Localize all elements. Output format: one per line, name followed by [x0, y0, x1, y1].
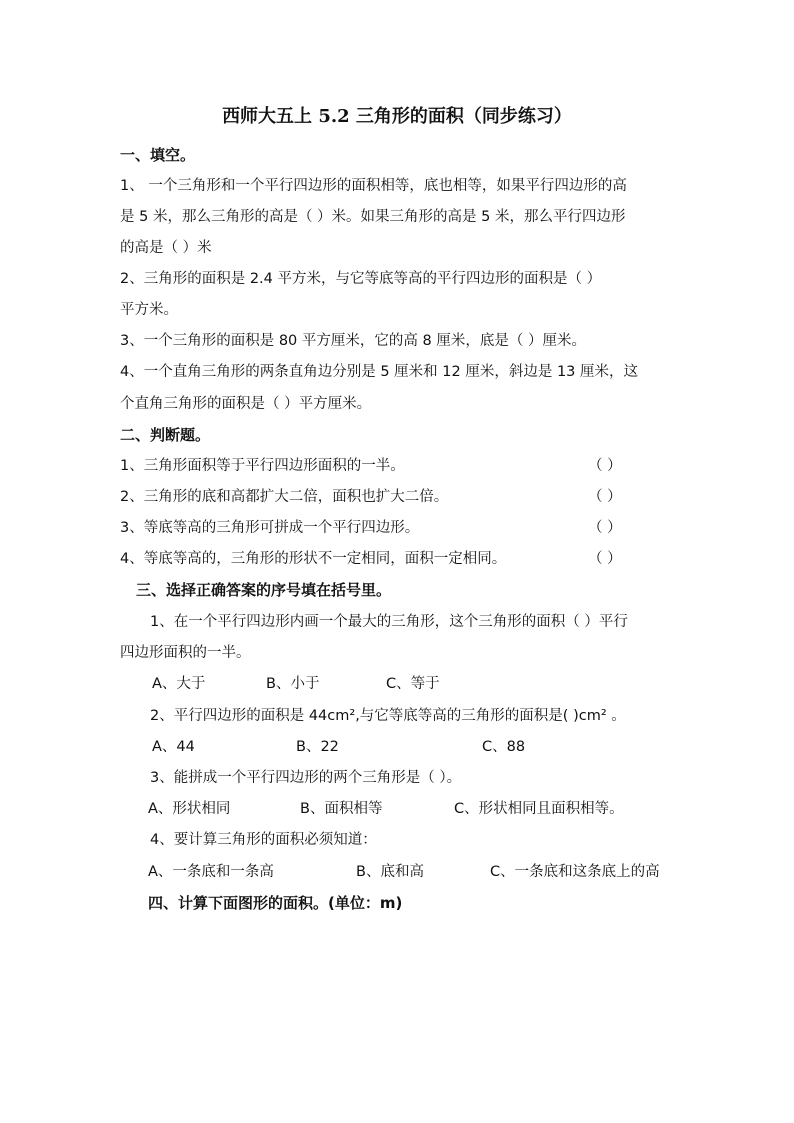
- choice-q1-line2: 四边形面积的一半。: [120, 645, 251, 661]
- choice-q2-option-a: A、44: [152, 739, 195, 755]
- fill-q1-line3: 的高是（ ）米: [120, 240, 212, 256]
- fill-q1-line2: 是 5 米，那么三角形的高是（ ）米。如果三角形的高是 5 米，那么平行四边形: [120, 209, 626, 225]
- judge-item-4-paren: （ ）: [588, 551, 622, 567]
- section-fill-blank-heading: 一、填空。: [120, 146, 196, 164]
- judge-item-2-paren: （ ）: [588, 489, 622, 505]
- choice-q1-option-b: B、小于: [266, 676, 320, 692]
- fill-q3-line1: 3、一个三角形的面积是 80 平方厘米，它的高 8 厘米，底是（ ）厘米。: [120, 333, 586, 349]
- choice-q4-option-c: C、一条底和这条底上的高: [490, 864, 660, 880]
- judge-item-4: 4、等底等高的，三角形的形状不一定相同，面积一定相同。: [120, 551, 507, 567]
- choice-q3-option-c: C、形状相同且面积相等。: [454, 801, 624, 817]
- fill-q4-line1: 4、一个直角三角形的两条直角边分别是 5 厘米和 12 厘米，斜边是 13 厘米，这: [120, 364, 639, 380]
- fill-q2-line1: 2、三角形的面积是 2.4 平方米，与它等底等高的平行四边形的面积是（ ）: [120, 271, 602, 287]
- judge-item-1: 1、三角形面积等于平行四边形面积的一半。: [120, 458, 405, 474]
- section-judge-heading: 二、判断题。: [120, 426, 211, 444]
- choice-q3-option-a: A、形状相同: [148, 801, 231, 817]
- choice-q4-option-a: A、一条底和一条高: [148, 864, 274, 880]
- judge-item-3-paren: （ ）: [588, 520, 622, 536]
- judge-item-2: 2、三角形的底和高都扩大二倍，面积也扩大二倍。: [120, 489, 449, 505]
- choice-q1-option-a: A、大于: [152, 676, 206, 692]
- choice-q1-option-c: C、等于: [386, 676, 440, 692]
- judge-item-3: 3、等底等高的三角形可拼成一个平行四边形。: [120, 520, 420, 536]
- choice-q2-line1: 2、平行四边形的面积是 44cm²,与它等底等高的三角形的面积是( )cm² 。: [150, 708, 626, 724]
- fill-q1-line1: 1、 一个三角形和一个平行四边形的面积相等，底也相等，如果平行四边形的高: [120, 178, 627, 194]
- choice-q4-option-b: B、底和高: [356, 864, 424, 880]
- choice-q3-option-b: B、面积相等: [300, 801, 383, 817]
- section-calculate-heading: 四、计算下面图形的面积。(单位：m): [148, 894, 403, 912]
- choice-q4-line1: 4、要计算三角形的面积必须知道：: [150, 832, 377, 848]
- fill-q4-line2: 个直角三角形的面积是（ ）平方厘米。: [120, 396, 372, 412]
- choice-q3-line1: 3、能拼成一个平行四边形的两个三角形是（ ）。: [150, 770, 462, 786]
- page-title: 西师大五上 5.2 三角形的面积（同步练习）: [222, 106, 572, 127]
- section-choice-heading: 三、选择正确答案的序号填在括号里。: [136, 581, 392, 599]
- judge-item-1-paren: （ ）: [588, 458, 622, 474]
- choice-q2-option-b: B、22: [296, 739, 339, 755]
- fill-q2-line2: 平方米。: [120, 302, 178, 318]
- choice-q2-option-c: C、88: [482, 739, 526, 755]
- choice-q1-line1: 1、在一个平行四边形内画一个最大的三角形，这个三角形的面积（ ）平行: [150, 614, 628, 630]
